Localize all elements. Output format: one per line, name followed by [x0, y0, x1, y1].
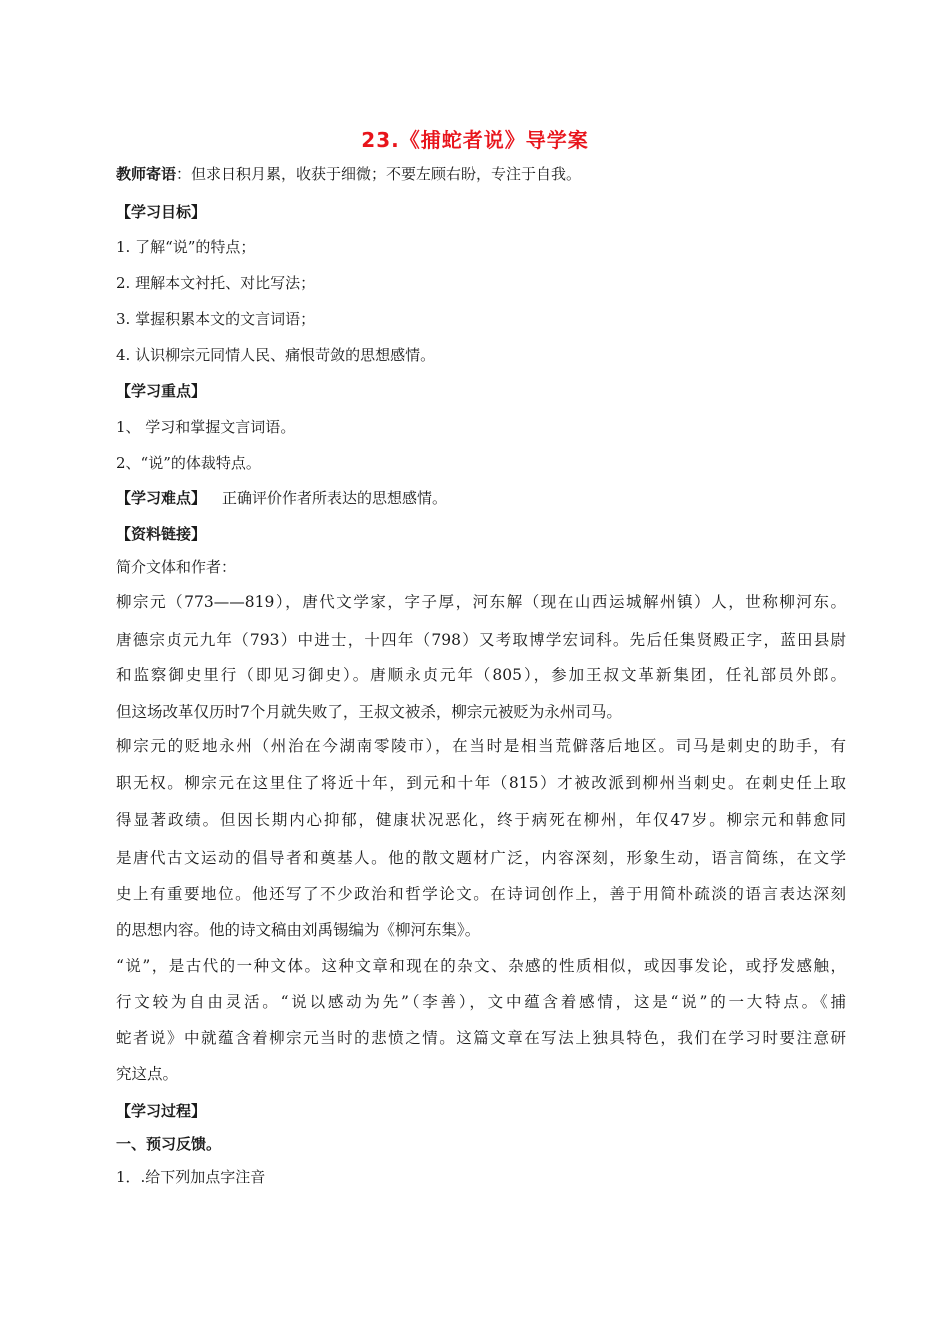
- paragraph-line: 和监察御史里行（即见习御史）。唐顺永贞元年（805），参加王叔文革新集团，任礼部员外郎。: [116, 666, 846, 684]
- paragraph-line: 但这场改革仅历时7个月就失败了，王叔文被杀，柳宗元被贬为永州司马。: [116, 703, 622, 721]
- difficulty-text: 正确评价作者所表达的思想感情。: [222, 489, 448, 507]
- paragraph-line: 的思想内容。他的诗文稿由刘禹锡编为《柳河东集》。: [116, 921, 481, 939]
- paragraph-line: 唐德宗贞元九年（793）中进士，十四年（798）又考取博学宏词科。先后任集贤殿正字，蓝田县尉: [116, 631, 846, 649]
- paragraph-line: 行文较为自由灵活。“说以感动为先”（李善），文中蕴含着感情，这是“说”的一大特点。《捕: [116, 993, 846, 1011]
- goals-heading: 【学习目标】: [116, 203, 207, 221]
- paragraph-line: 柳宗元（773——819），唐代文学家，字子厚，河东解（现在山西运城解州镇）人，世称柳河东。: [116, 593, 846, 611]
- preview-section-heading: 一、预习反馈。: [116, 1135, 222, 1153]
- exercise-item: 1．.给下列加点字注音: [116, 1168, 266, 1186]
- paragraph-line: “说”，是古代的一种文体。这种文章和现在的杂文、杂感的性质相似，或因事发论，或抒发感触，: [116, 957, 846, 975]
- teacher-message-text: ：但求日积月累，收获于细微；不要左顾右盼，专注于自我。: [176, 165, 582, 183]
- goal-item: 1. 了解“说”的特点；: [116, 238, 256, 256]
- paragraph-line: 究这点。: [116, 1065, 179, 1083]
- materials-heading: 【资料链接】: [116, 525, 207, 543]
- paragraph-line: 史上有重要地位。他还写了不少政治和哲学论文。在诗词创作上，善于用简朴疏淡的语言表达深刻: [116, 885, 846, 903]
- key-point-item: 1、 学习和掌握文言词语。: [116, 418, 296, 436]
- teacher-message: [116, 163, 856, 184]
- process-heading: 【学习过程】: [116, 1102, 207, 1120]
- key-point-item: 2、“说”的体裁特点。: [116, 454, 261, 472]
- difficulty-row: [116, 487, 856, 508]
- goal-item: 2. 理解本文衬托、对比写法；: [116, 274, 316, 292]
- paragraph-line: 蛇者说》中就蕴含着柳宗元当时的悲愤之情。这篇文章在写法上独具特色，我们在学习时要注意研: [116, 1029, 846, 1047]
- key-points-heading: 【学习重点】: [116, 382, 207, 400]
- goal-item: 4. 认识柳宗元同情人民、痛恨苛敛的思想感情。: [116, 346, 436, 364]
- paragraph-line: 得显著政绩。但因长期内心抑郁，健康状况恶化，终于病死在柳州，年仅47岁。柳宗元和韩愈同: [116, 811, 846, 829]
- paragraph-line: 是唐代古文运动的倡导者和奠基人。他的散文题材广泛，内容深刻，形象生动，语言简练，在文学: [116, 849, 846, 867]
- teacher-message-label: 教师寄语: [116, 165, 177, 183]
- goal-item: 3. 掌握积累本文的文言词语；: [116, 310, 316, 328]
- document-title: 23.《捕蛇者说》导学案: [361, 128, 589, 152]
- materials-intro: 简介文体和作者：: [116, 558, 237, 576]
- paragraph-line: 柳宗元的贬地永州（州治在今湖南零陵市），在当时是相当荒僻落后地区。司马是刺史的助手，有: [116, 737, 846, 755]
- difficulty-heading: 【学习难点】: [116, 489, 207, 507]
- paragraph-line: 职无权。柳宗元在这里住了将近十年，到元和十年（815）才被改派到柳州当刺史。在刺史任上取: [116, 774, 846, 792]
